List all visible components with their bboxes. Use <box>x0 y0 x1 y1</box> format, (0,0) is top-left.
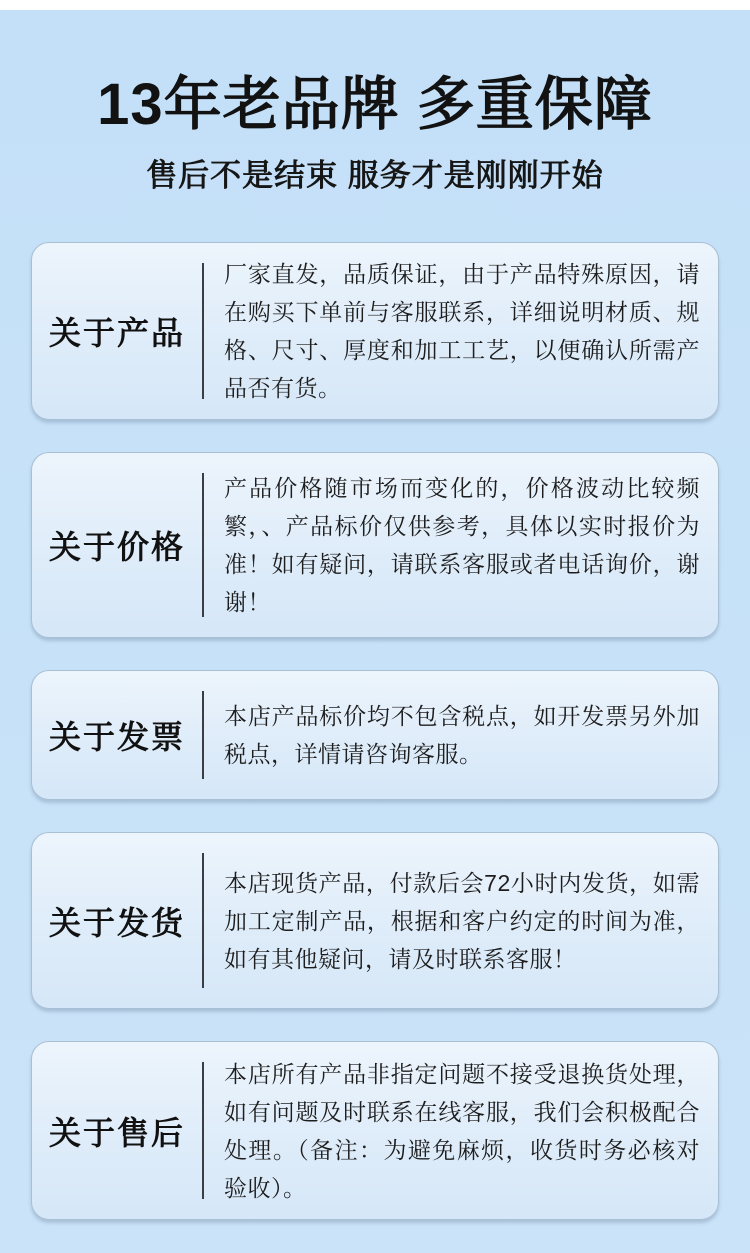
card-shipping-label: 关于发货 <box>48 904 185 941</box>
card-aftersales-label: 关于售后 <box>48 1114 185 1151</box>
card-aftersales <box>31 1041 719 1220</box>
card-price <box>31 452 719 638</box>
hero-header <box>0 10 750 196</box>
card-product-label: 关于产品 <box>48 315 185 351</box>
card-invoice-text: 本店产品标价均不包含税点，如开发票另外加税点，详情请咨询客服。 <box>224 703 700 767</box>
card-product-text: 厂家直发，品质保证，由于产品特殊原因，请在购买下单前与客服联系，详细说明材质、规格、尺寸、厚度和加工工艺，以便确认所需产品否有货。 <box>224 261 700 401</box>
page-subtitle: 售后不是结束 服务才是刚刚开始 <box>146 158 604 193</box>
card-invoice <box>31 670 719 800</box>
guarantee-section <box>0 10 750 1253</box>
card-product <box>31 242 719 420</box>
card-price-text: 产品价格随市场而变化的，价格波动比较频繁，、产品标价仅供参考，具体以实时报价为准！如有疑问，请联系客服或者电话询价，谢谢！ <box>224 475 700 615</box>
card-invoice-label: 关于发票 <box>48 719 185 755</box>
card-shipping-text: 本店现货产品，付款后会72小时内发货，如需加工定制产品，根据和客户约定的时间为准，如有其他疑问，请及时联系客服！ <box>224 869 700 972</box>
card-aftersales-text: 本店所有产品非指定问题不接受退换货处理，如有问题及时联系在线客服，我们会积极配合处理。（备注：为避免麻烦，收货时务必核对验收）。 <box>224 1060 700 1201</box>
guarantee-card-list <box>0 242 750 1220</box>
card-shipping <box>31 832 719 1009</box>
page-title: 13年老品牌 多重保障 <box>97 72 653 137</box>
card-price-label: 关于价格 <box>48 529 185 565</box>
